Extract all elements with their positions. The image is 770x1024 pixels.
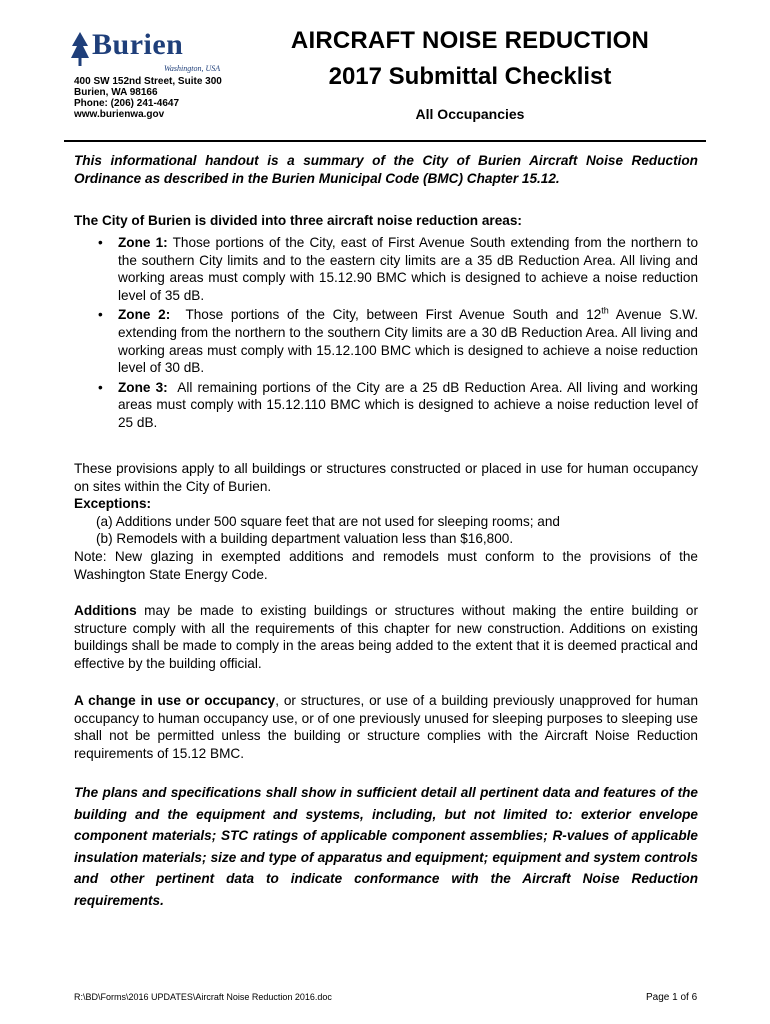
zone-text: Those portions of the City, between First Avenue South and 12 xyxy=(185,307,602,323)
bullet-icon: • xyxy=(98,235,103,250)
zone-label: Zone 3: xyxy=(118,379,168,395)
zone-list xyxy=(74,234,698,434)
zone-item xyxy=(74,379,698,432)
bullet-icon: • xyxy=(98,307,103,323)
intro-paragraph: This informational handout is a summary of the City of Burien Aircraft Noise Reduction Ordinance as described in the Burien Municipal Code (BMC) Chapter 15.12. xyxy=(74,153,698,186)
page-title: AIRCRAFT NOISE REDUCTION xyxy=(290,27,650,54)
burien-logo xyxy=(68,26,228,74)
title-block xyxy=(250,24,690,122)
exception-item: (b) Remodels with a building department valuation less than $16,800. xyxy=(96,531,514,547)
address-line: 400 SW 152nd Street, Suite 300 xyxy=(74,76,222,87)
provisions-note: Note: New glazing in exempted additions and remodels must conform to the provisions of the Washington State Energy Code. xyxy=(74,548,698,582)
occupancy-label: All Occupancies xyxy=(415,106,525,122)
address-line: Burien, WA 98166 xyxy=(74,87,158,98)
page-number: Page 1 of 6 xyxy=(646,992,698,1003)
zone-item xyxy=(74,306,698,376)
exception-item: (a) Additions under 500 square feet that are not used for sleeping rooms; and xyxy=(96,513,560,529)
zone-label: Zone 2: xyxy=(118,307,171,323)
plans-requirement-paragraph: The plans and specifications shall show in sufficient detail all pertinent data and features of the building and the equipment and systems, including, but not limited to: exterior envelope component materials; STC ratings of applicable component assemblies; R-values of applicable insulation materials; size and type of apparatus and equipment; equipment and system controls and other pertinent data to indicate conformance with the Aircraft Noise Reduction requirements. xyxy=(74,785,698,908)
zone-text: All remaining portions of the City are a 25 dB Reduction Area. All living and working areas must comply with 15.12.110 BMC which is designed to achieve a noise reduction level of 25 dB. xyxy=(118,379,698,430)
zone-label: Zone 1: xyxy=(118,235,168,250)
header-divider xyxy=(64,140,706,142)
additions-text: may be made to existing buildings or structures without making the entire building or structure comply with all the requirements of this chapter for new construction. Additions on existing buildings shall be made to comply in the areas being added to the extent that it is deemed practical and effective by the building official. xyxy=(74,603,698,671)
address-block xyxy=(74,76,222,120)
page-subtitle: 2017 Submittal Checklist xyxy=(328,63,612,90)
change-of-use-paragraph xyxy=(74,692,698,762)
bullet-icon: • xyxy=(98,379,103,395)
zone-item xyxy=(74,234,698,304)
logo-text: Burien xyxy=(92,28,184,61)
additions-paragraph xyxy=(74,602,698,672)
change-of-use-text: , or structures, or use of a building previously unapproved for human occupancy to human occupancy use, or of one previously unused for sleeping purposes to sleeping use shall not be permitted unless the building or structure complies with the Aircraft Noise Reduction requirements of 15.12 BMC. xyxy=(74,693,699,761)
zone-text: Avenue S.W. extending from the northern to the southern City limits are a 30 dB Reduction Area. All living and working areas must comply with 15.12.100 BMC which is designed to achieve a noise reduction level of 30 dB. xyxy=(118,307,698,376)
website-line: www.burienwa.gov xyxy=(74,109,165,120)
areas-heading: The City of Burien is divided into three aircraft noise reduction areas: xyxy=(74,213,522,228)
change-of-use-label: A change in use or occupancy xyxy=(74,693,276,708)
additions-label: Additions xyxy=(74,603,137,618)
provisions-text: These provisions apply to all buildings or structures constructed or placed in use for human occupancy on sites within the City of Burien. xyxy=(74,461,698,494)
phone-line: Phone: (206) 241-4647 xyxy=(74,98,180,109)
footer-file-path: R:\BD\Forms\2016 UPDATES\Aircraft Noise Reduction 2016.doc xyxy=(74,992,332,1002)
burien-tree-icon xyxy=(68,30,92,68)
exceptions-label: Exceptions: xyxy=(74,496,152,512)
zone-superscript: th xyxy=(601,305,609,316)
logo-subtext: Washington, USA xyxy=(164,64,221,73)
provisions-section xyxy=(74,460,698,583)
zone-text: Those portions of the City, east of First Avenue South extending from the northern to the southern City limits and to the eastern city limits are a 35 dB Reduction Area. All living and working areas must comply with 15.12.90 BMC which is designed to achieve a noise reduction level of 35 dB. xyxy=(118,235,698,303)
